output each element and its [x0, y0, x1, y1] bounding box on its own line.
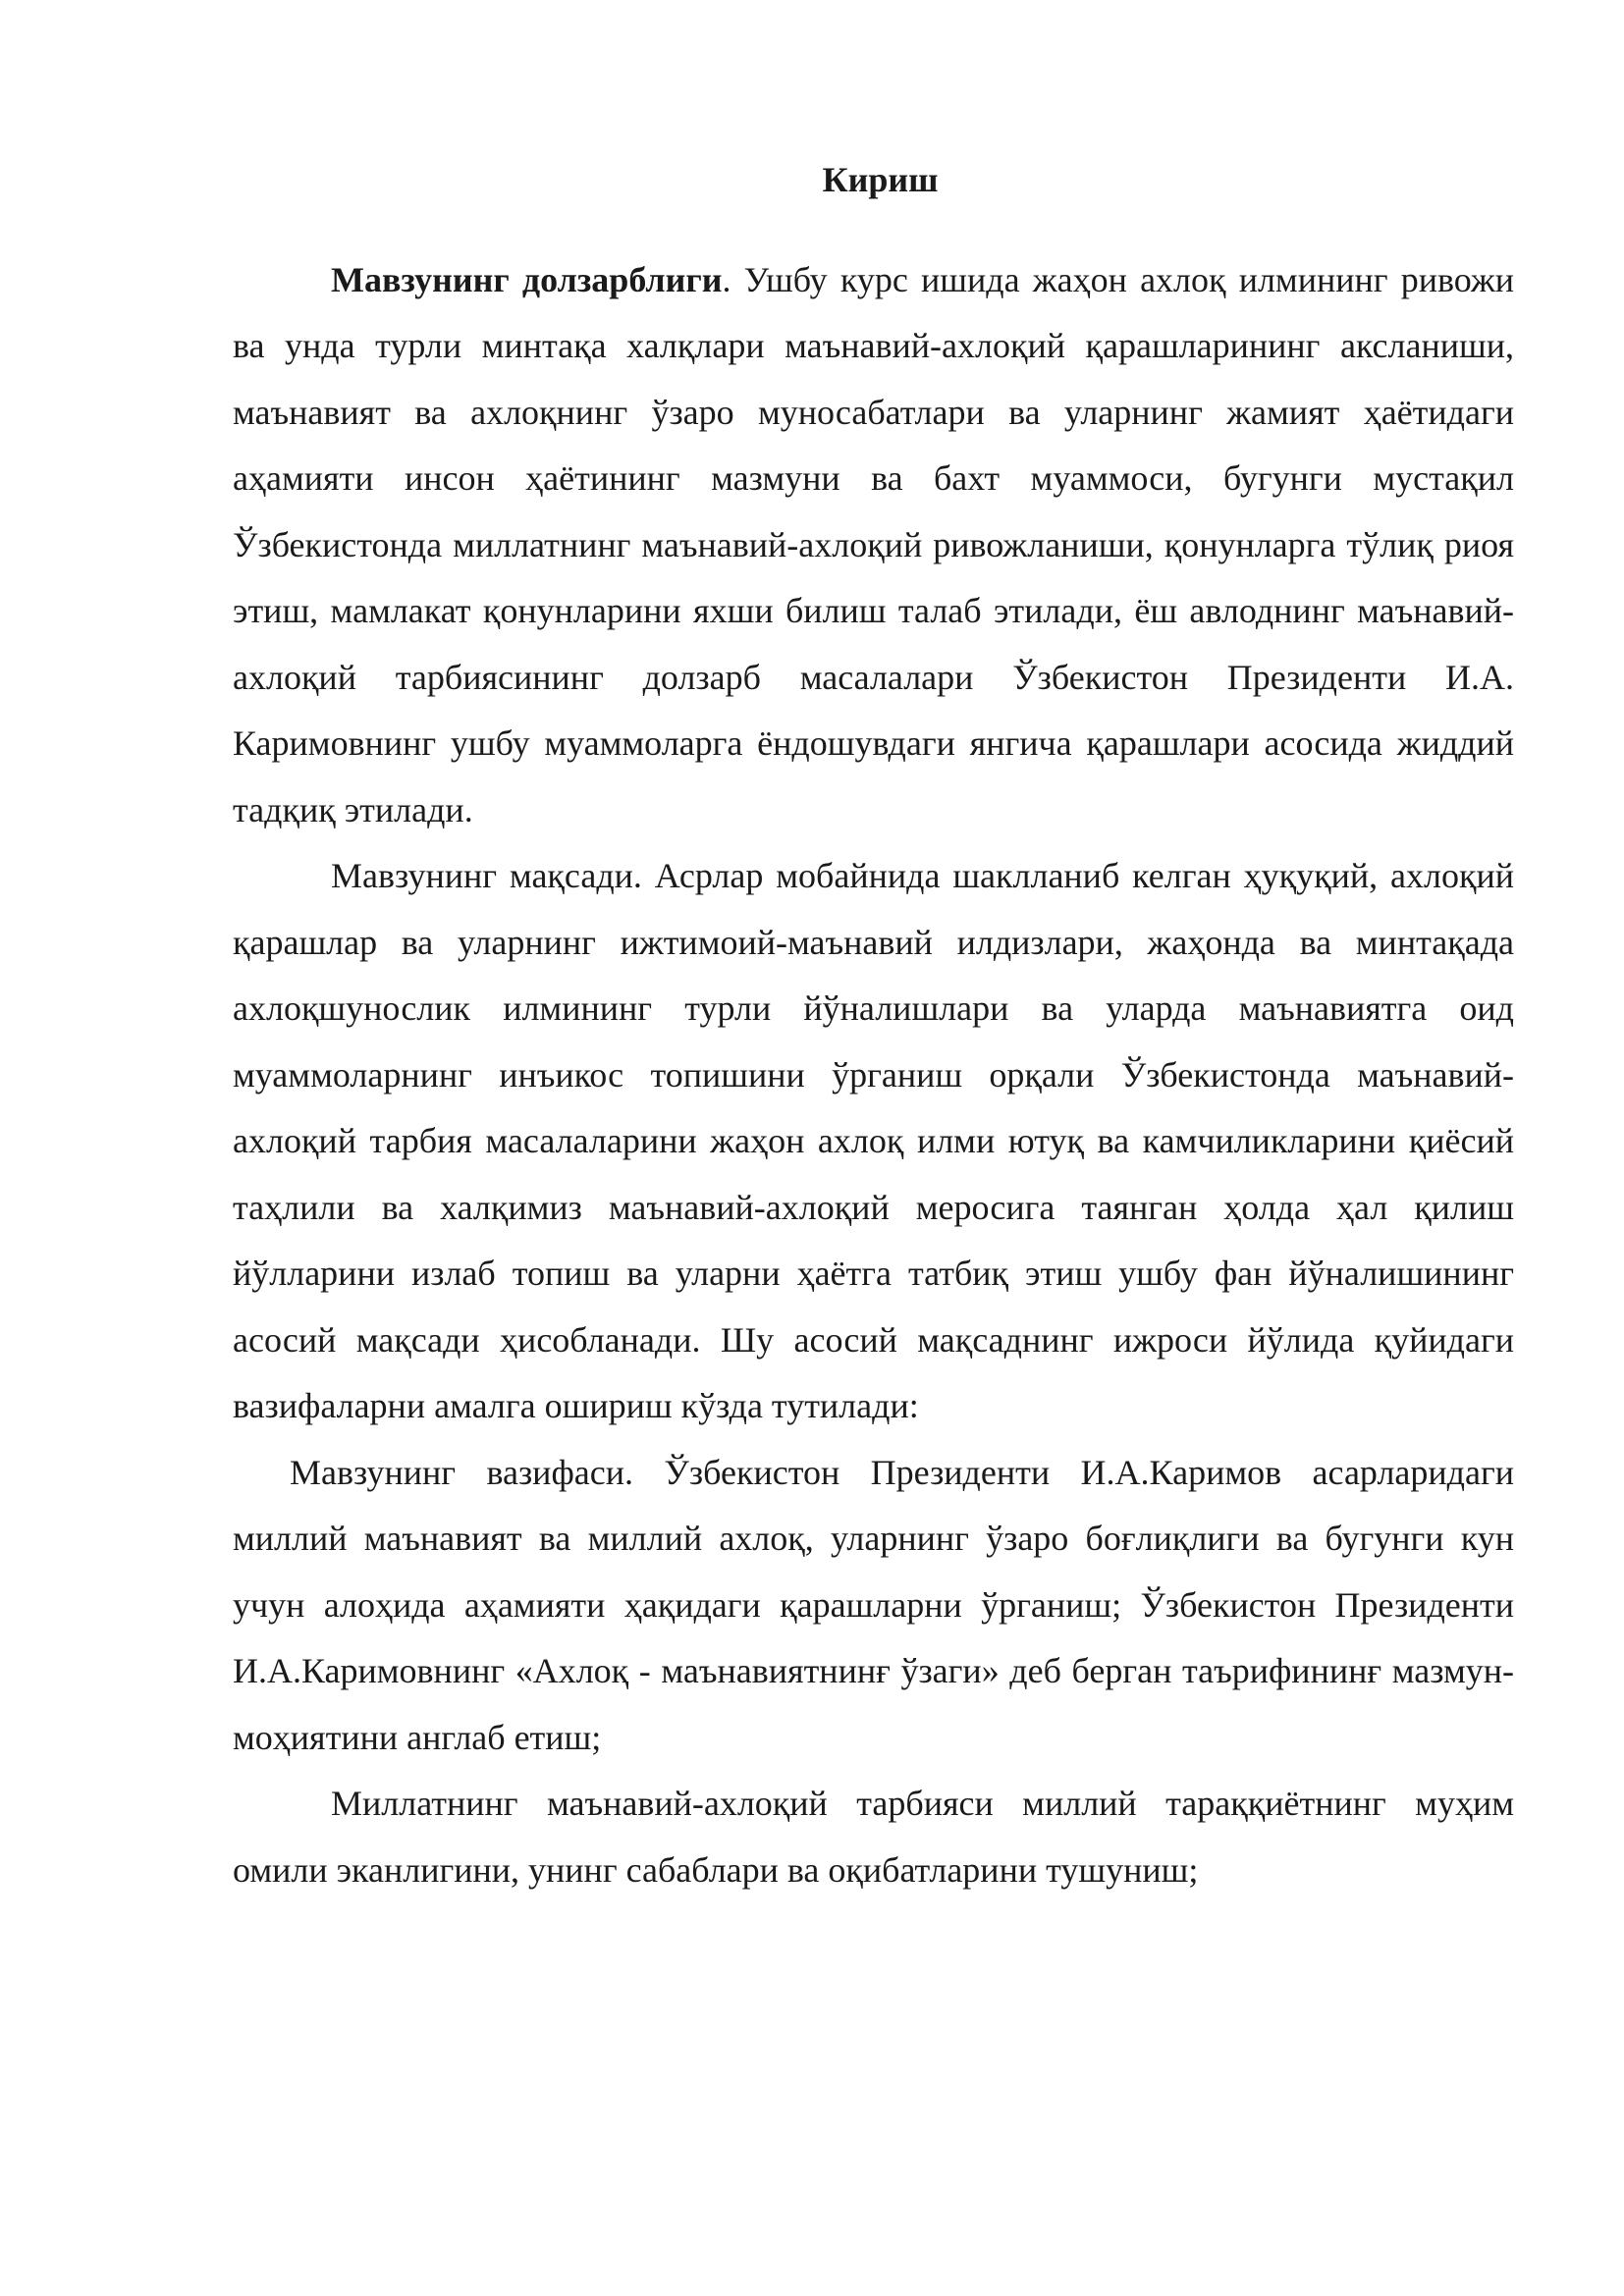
paragraph-text-tasks: Мавзунинг вазифаси. Ўзбекистон Президенти И.А.Каримов асарларидаги миллий маънавият ва миллий ахлоқ, уларнинг ўзаро боғлиқлиги ва бугунги кун учун алоҳида аҳамияти ҳақидаги қарашларни ўрганиш; Ўзбекистон Президенти И.А.Каримовнинг «Ахлоқ - маънавиятнинғ ўзаги» деб берган таърифининғ мазмун-моҳиятини англаб етиш; [233, 1452, 1514, 1757]
paragraph-text-goal: Мавзунинг мақсади. Асрлар мобайнида шаклланиб келган ҳуқуқий, ахлоқий қарашлар ва уларнинг ижтимоий-маънавий илдизлари, жаҳонда ва минтақада ахлоқшунослик илмининг турли йўналишлари ва уларда маънавиятга оид муаммоларнинг инъикос топишини ўрганиш орқали Ўзбекистонда маънавий-ахлоқий тарбия масалаларини жаҳон ахлоқ илми ютуқ ва камчиликларини қиёсий таҳлили ва халқимиз маънавий-ахлоқий меросига таянган ҳолда ҳал қилиш йўлларини излаб топиш ва уларни ҳаётга татбиқ этиш ушбу фан йўналишининг асосий мақсади ҳисобланади. Шу асосий мақсаднинг ижроси йўлида қуйидаги вазифаларни амалга ошириш кўзда тутилади: [233, 856, 1514, 1425]
document-page [233, 147, 1514, 1903]
paragraph-text-upbringing: Миллатнинг маънавий-ахлоқий тарбияси миллий тараққиётнинг муҳим омили эканлигини, унинг сабаблари ва оқибатларини тушуниш; [233, 1784, 1514, 1890]
paragraph-upbringing [233, 1771, 1514, 1903]
paragraph-tasks [233, 1440, 1514, 1772]
paragraph-relevance [233, 247, 1514, 844]
page-title: Кириш [822, 160, 939, 199]
paragraph-text-relevance: . Ушбу курс ишида жаҳон ахлоқ илмининг ривожи ва унда турли минтақа халқлари маънавий-ахлоқий қарашларининг аксланиши, маънавият ва ахлоқнинг ўзаро муносабатлари ва уларнинг жамият ҳаётидаги аҳамияти инсон ҳаётининг мазмуни ва бахт муаммоси, бугунги мустақил Ўзбекистонда миллатнинг маънавий-ахлоқий ривожланиши, қонунларга тўлиқ риоя этиш, мамлакат қонунларини яхши билиш талаб этилади, ёш авлоднинг маънавий-ахлоқий тарбиясининг долзарб масалалари Ўзбекистон Президенти И.А. Каримовнинг ушбу муаммоларга ёндошувдаги янгича қарашлари асосида жиддий тадқиқ этилади. [233, 259, 1514, 829]
paragraph-goal [233, 843, 1514, 1440]
paragraph-lead-relevance: Мавзунинг долзарблиги [331, 259, 723, 299]
